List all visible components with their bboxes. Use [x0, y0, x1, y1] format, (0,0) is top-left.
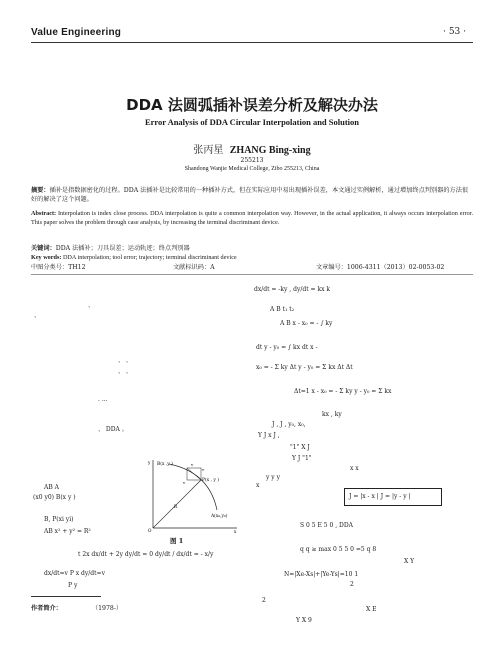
- text-fragment: A B t₁ t₂: [270, 306, 295, 313]
- keywords-en-label: Key words:: [31, 254, 62, 261]
- abstract-chinese: [31, 186, 473, 204]
- footnote-text: （1978-）: [91, 605, 123, 612]
- text-fragment: 、: [34, 312, 41, 319]
- postcode: 255213: [240, 157, 264, 164]
- label-vx: v: [202, 467, 205, 472]
- label-p: P(x , y ): [202, 478, 219, 483]
- text-fragment: 、: [88, 302, 95, 309]
- text-fragment: S 0 5 E 5 0 , DDA: [300, 522, 353, 529]
- abstract-separator: [31, 274, 473, 275]
- label-b: B(x ,y ): [157, 462, 173, 467]
- velocity-vector: [187, 468, 201, 480]
- text-fragment: AB A: [44, 484, 59, 491]
- label-y: y: [148, 460, 151, 465]
- text-fragment: P y: [68, 582, 78, 589]
- text-fragment: 2: [350, 581, 354, 588]
- journal-name: Value Engineering: [31, 27, 122, 38]
- text-fragment: y y y: [266, 474, 280, 481]
- label-vy: v: [183, 480, 186, 485]
- clc-number: 中图分类号：TH12: [31, 264, 86, 271]
- author-footnote: [31, 603, 122, 612]
- figure-1-diagram: [139, 458, 239, 534]
- label-v: v: [191, 462, 194, 467]
- abstract-en-label: Abstract:: [31, 210, 57, 217]
- text-fragment: x₀ = - Σ ky Δt y - y₀ = Σ kx Δt Δt: [256, 364, 353, 371]
- header-rule: [31, 42, 473, 43]
- keywords-en-text: DDA interpolation; tool error; trajectory; terminal discriminant device: [62, 254, 237, 261]
- abstract-english: [31, 209, 473, 227]
- judge-equation: J = |x - x | J = |y - y |: [349, 493, 411, 500]
- text-fragment: "1" X J: [290, 444, 310, 451]
- text-fragment: X Y: [404, 558, 415, 565]
- text-fragment: (x0 y0) B(x y ): [33, 494, 76, 501]
- abstract-cn-text: 插补是指数据密化的过程。DDA 法插补是比较常用的一种插补方式，但在实际应用中易出现插补误差，本文通过实例解析，通过增加终点判别器的方法很好的解决了这个问题。: [31, 187, 469, 203]
- author-english: ZHANG Bing-xing: [229, 145, 311, 156]
- text-fragment: 、 、: [118, 368, 132, 375]
- affiliation: Shandong Wanjie Medical College, Zibo 255213, China: [184, 166, 320, 172]
- text-fragment: Y J x J ,: [258, 432, 280, 439]
- running-header: [0, 24, 504, 42]
- keywords-cn-text: DDA 法插补；刀具误差；运动轨迹；终点判别器: [55, 245, 190, 252]
- footnote-label: 作者简介：: [31, 605, 62, 612]
- text-fragment: 、 、: [118, 357, 132, 364]
- document-code: 文献标识码：A: [173, 264, 215, 271]
- text-fragment: kx , ky: [322, 411, 342, 418]
- title-english: Error Analysis of DDA Circular Interpolation and Solution: [144, 117, 360, 127]
- footnote-rule: [31, 596, 101, 597]
- figure-1-caption: 图 1: [170, 537, 184, 545]
- title-chinese: DDA 法圆弧插补误差分析及解决办法: [126, 96, 378, 114]
- text-fragment: Y J "1": [292, 455, 312, 462]
- label-x: x: [234, 529, 237, 534]
- text-fragment: B, P(xi yi): [44, 516, 74, 523]
- keywords-cn-label: 关键词：: [31, 245, 56, 252]
- text-fragment: X E: [366, 606, 377, 613]
- text-fragment: dx/dt=v P x dy/dt=v: [44, 570, 105, 577]
- text-fragment: J , J , y₀, x₀,: [272, 421, 306, 428]
- text-fragment: t 2x dx/dt + 2y dy/dt = 0 dy/dt / dx/dt = - x/y: [78, 551, 214, 558]
- abstract-cn-label: 摘要：: [31, 187, 50, 194]
- text-fragment: AB x² + y² = R²: [44, 528, 91, 535]
- abstract-en-text: Interpolation is index close process. DDA interpolation is quite a common interpolation way. However, in the actual application, it always occurs interpolation error. This paper solves the problem through case analysis, by increasing the terminal discriminant device.: [31, 210, 473, 226]
- keywords-english: [31, 253, 473, 262]
- text-fragment: · ···: [98, 398, 108, 405]
- text-fragment: Y X 9: [296, 617, 312, 624]
- author-chinese: 张丙星: [193, 145, 224, 156]
- text-fragment: Δt=1 x - x₀ = - Σ ky y - y₀ = Σ kx: [294, 388, 392, 395]
- text-fragment: x x: [350, 465, 359, 472]
- text-fragment: A B x - x₀ = - ∫ ky: [280, 320, 333, 327]
- label-r: R: [174, 504, 178, 509]
- text-fragment: q q ≥ max 0 5 5 0 =5 q 8: [300, 546, 377, 553]
- judge-equation-box: [344, 488, 442, 506]
- text-fragment: x: [256, 482, 260, 489]
- label-a: A(x₀,y₀): [211, 514, 228, 519]
- text-fragment: 、 DDA 。: [98, 426, 128, 433]
- page-number: · 53 ·: [443, 27, 466, 37]
- text-fragment: N=|Xe-Xs|+|Ye-Ys|=10 1: [284, 571, 359, 578]
- keywords-chinese: [31, 244, 473, 253]
- text-fragment: 2: [262, 597, 266, 604]
- text-fragment: dt y - y₀ = ∫ kx dt x -: [256, 344, 318, 351]
- author-line: [0, 141, 504, 156]
- text-fragment: dx/dt = -ky , dy/dt = kx k: [254, 286, 331, 293]
- article-number: 文章编号：1006-4311（2013）02-0053-02: [316, 264, 445, 271]
- label-o: O: [148, 528, 152, 533]
